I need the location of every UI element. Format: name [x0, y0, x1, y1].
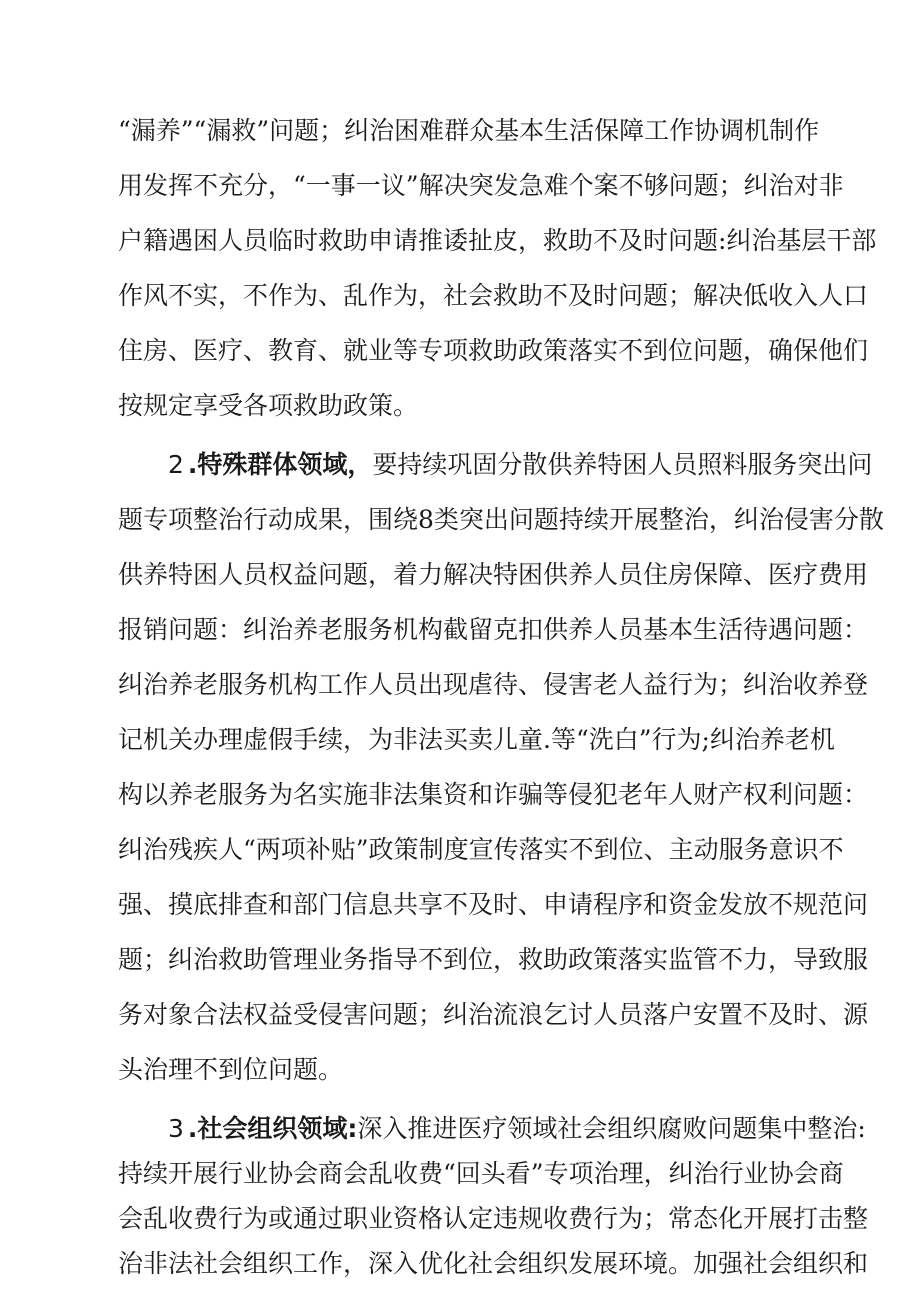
section-number: 3 — [168, 1114, 184, 1143]
text-line — [118, 823, 844, 877]
text-line — [118, 988, 869, 1042]
section-heading: .社会组织领域: — [187, 1114, 358, 1143]
line-text: 户籍遇困人员临时救助申请推诿扯皮，救助不及时问题:纠治基层干部 — [118, 226, 877, 255]
line-text: 题专项整治行动成果，围绕8类突出问题持续开展整治，纠治侵害分散 — [118, 505, 884, 534]
text-line — [118, 269, 869, 323]
text-line — [118, 548, 869, 602]
line-text: 作风不实，不作为、乱作为，社会救助不及时问题；解决低收入人口 — [118, 281, 869, 310]
section-number: 2 — [168, 450, 184, 479]
line-text: 治非法社会组织工作，深入优化社会组织发展环境。加强社会组织和 — [118, 1249, 869, 1278]
text-line — [118, 713, 835, 767]
text-line — [118, 768, 869, 822]
text-line — [118, 878, 869, 932]
line-text: 报销问题：纠治养老服务机构截留克扣供养人员基本生活待遇问题： — [118, 615, 869, 644]
line-text: 要持续巩固分散供养特困人员照料服务突出问 — [372, 450, 873, 479]
line-text: 纠治养老服务机构工作人员出现虐待、侵害老人益行为；纠治收养登 — [118, 670, 869, 699]
line-text: 纠治残疾人“两项补贴”政策制度宣传落实不到位、主动服务意识不 — [118, 835, 844, 864]
text-line — [118, 603, 869, 657]
text-line — [118, 324, 869, 378]
line-text: 强、摸底排查和部门信息共享不及时、申请程序和资金发放不规范问 — [118, 890, 869, 919]
line-text: 持续开展行业协会商会乱收费“回头看”专项治理，纠治行业协会商 — [118, 1159, 844, 1188]
text-line — [118, 658, 869, 712]
line-text: 住房、医疗、教育、就业等专项救助政策落实不到位问题，确保他们 — [118, 336, 869, 365]
text-line — [118, 1043, 818, 1097]
line-text: 题；纠治救助管理业务指导不到位，救助政策落实监管不力，导致服 — [118, 945, 869, 974]
text-line — [118, 1237, 869, 1291]
line-text: 按规定享受各项救助政策。 — [118, 391, 419, 420]
line-text: “漏养”“漏救”问题；纠治困难群众基本生活保障工作协调机制作 — [118, 116, 820, 145]
paragraph-heading-line — [168, 438, 873, 492]
section-heading: .特殊群体领域， — [187, 450, 373, 479]
text-line — [118, 379, 818, 433]
text-line — [118, 933, 869, 987]
line-text: 深入推进医疗领域社会组织腐败问题集中整治: — [357, 1114, 866, 1143]
line-text: 记机关办理虚假手续，为非法买卖儿童.等“洗白”行为;纠治养老机 — [118, 725, 835, 754]
line-text: 务对象合法权益受侵害问题；纠治流浪乞讨人员落户安置不及时、源 — [118, 1000, 869, 1029]
line-text: 头治理不到位问题。 — [118, 1055, 344, 1084]
line-text: 构以养老服务为名实施非法集资和诈骗等侵犯老年人财产权利问题： — [118, 780, 869, 809]
text-line — [118, 493, 884, 547]
line-text: 会乱收费行为或通过职业资格认定违规收费行为；常态化开展打击整 — [118, 1204, 869, 1233]
text-line — [118, 159, 844, 213]
text-line — [118, 214, 877, 268]
line-text: 用发挥不充分，“一事一议”解决突发急难个案不够问题；纠治对非 — [118, 171, 844, 200]
line-text: 供养特困人员权益问题，着力解决特困供养人员住房保障、医疗费用 — [118, 560, 869, 589]
text-line — [118, 104, 818, 158]
